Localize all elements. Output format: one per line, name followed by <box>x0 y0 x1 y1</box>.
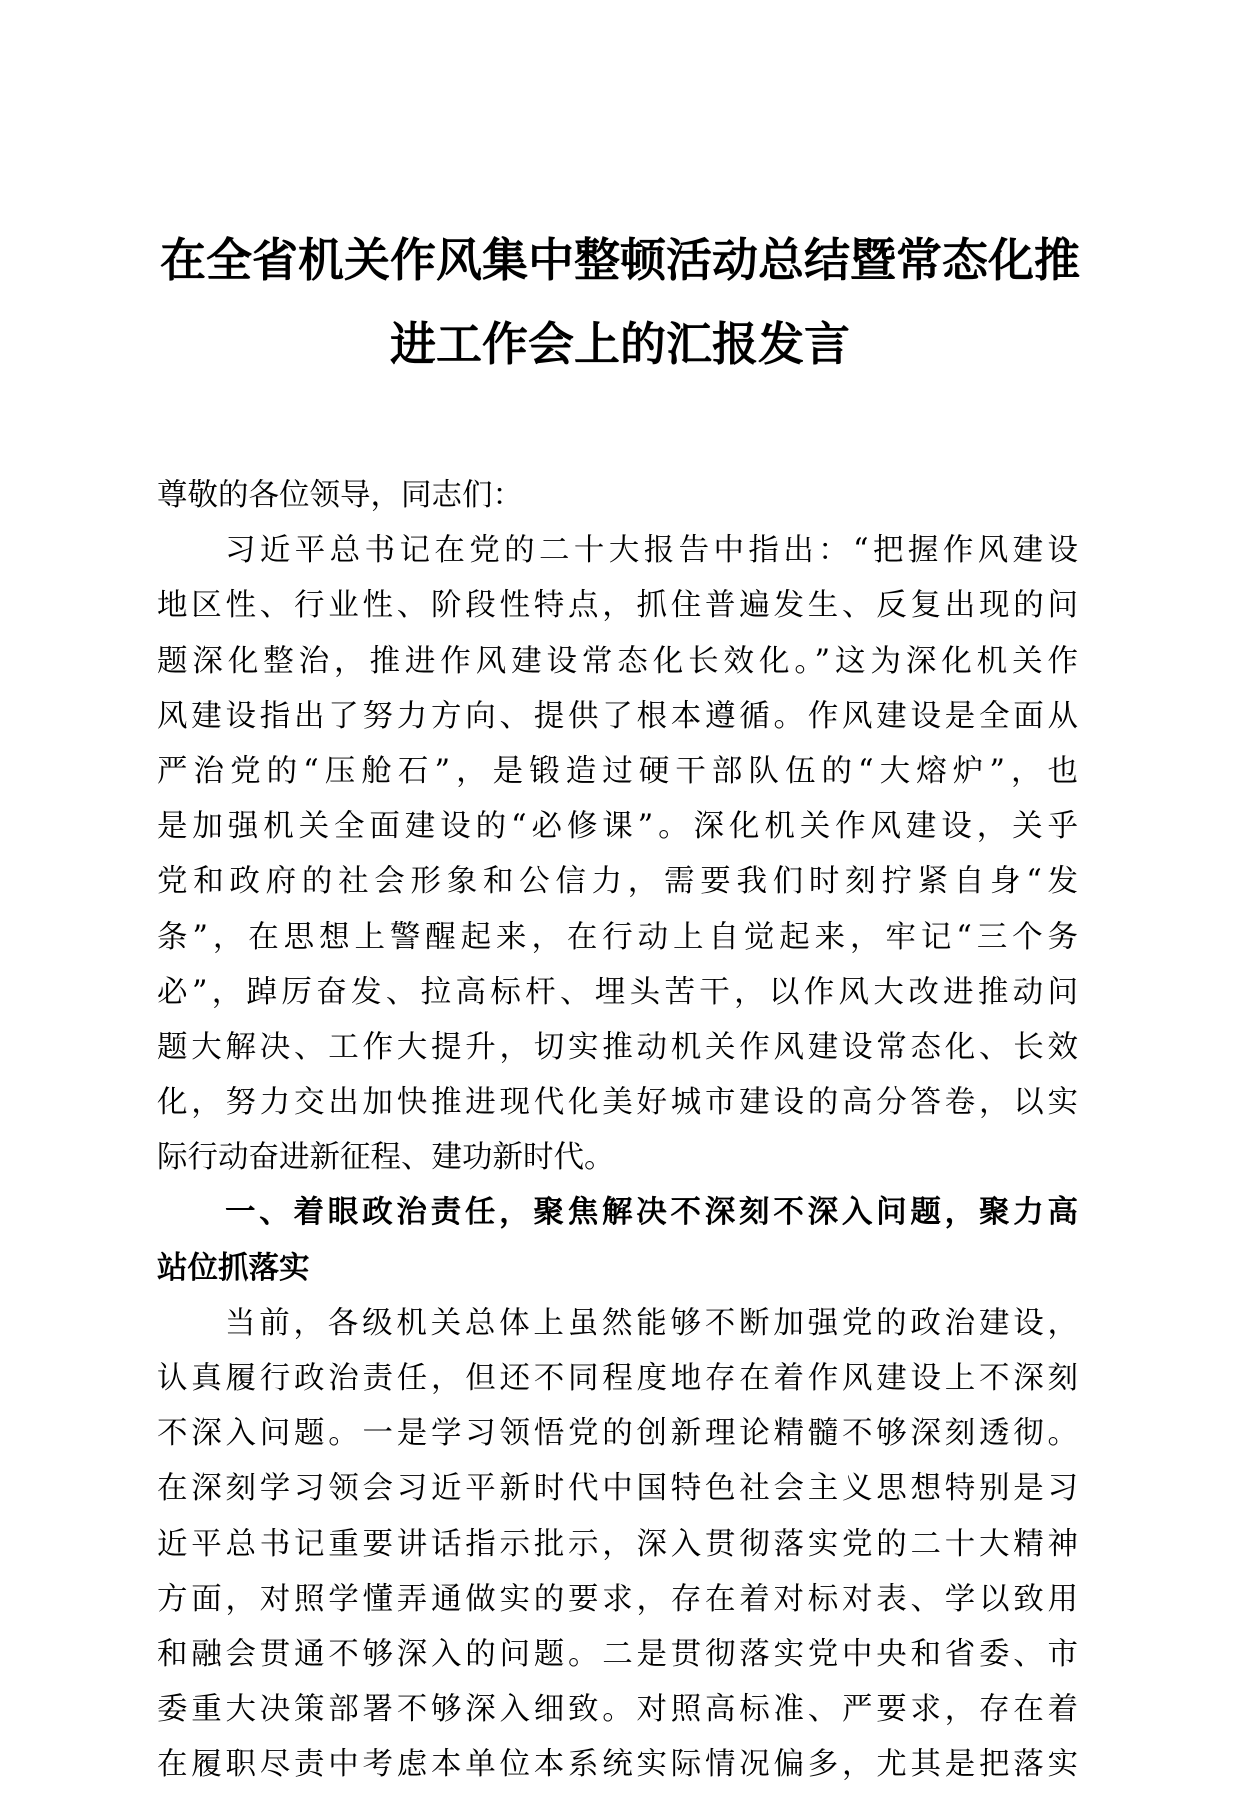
body-line: 地区性、行业性、阶段性特点，抓住普遍发生、反复出现的问 <box>157 588 1078 624</box>
body-line: 题大解决、工作大提升，切实推动机关作风建设常态化、长效 <box>157 1029 1078 1065</box>
body-line: 必”，踔厉奋发、拉高标杆、埋头苦干，以作风大改进推动问 <box>157 974 1078 1010</box>
body-line: 方面，对照学懂弄通做实的要求，存在着对标对表、学以致用 <box>157 1581 1078 1617</box>
body-line: 认真履行政治责任，但还不同程度地存在着作风建设上不深刻 <box>157 1361 1078 1396</box>
section-heading-line: 一、着眼政治责任，聚焦解决不深刻不深入问题，聚力高 <box>225 1195 1078 1231</box>
document-body <box>157 468 1078 1793</box>
body-line: 严治党的“压舱石”，是锻造过硬干部队伍的“大熔炉”，也 <box>157 753 1078 789</box>
body-line: 是加强机关全面建设的“必修课”。深化机关作风建设，关乎 <box>157 809 1078 845</box>
body-line: 化，努力交出加快推进现代化美好城市建设的高分答卷，以实 <box>157 1085 1078 1121</box>
title-line-1: 在全省机关作风集中整顿活动总结暨常态化推 <box>160 233 1080 287</box>
document-title <box>140 218 1100 386</box>
body-line: 不深入问题。一是学习领悟党的创新理论精髓不够深刻透彻。 <box>157 1416 1078 1452</box>
body-line: 党和政府的社会形象和公信力，需要我们时刻拧紧自身“发 <box>157 864 1078 900</box>
body-line: 风建设指出了努力方向、提供了根本遵循。作风建设是全面从 <box>157 698 1078 734</box>
body-line: 近平总书记重要讲话指示批示，深入贯彻落实党的二十大精神 <box>157 1526 1078 1562</box>
body-line: 在深刻学习领会习近平新时代中国特色社会主义思想特别是习 <box>157 1471 1078 1507</box>
body-line: 委重大决策部署不够深入细致。对照高标准、严要求，存在着 <box>157 1692 1078 1728</box>
body-line: 际行动奋进新征程、建功新时代。 <box>157 1140 615 1176</box>
body-line: 题深化整治，推进作风建设常态化长效化。”这为深化机关作 <box>157 643 1078 679</box>
body-line: 习近平总书记在党的二十大报告中指出：“把握作风建设 <box>225 533 1078 569</box>
salutation: 尊敬的各位领导，同志们： <box>157 478 523 513</box>
body-line: 在履职尽责中考虑本单位本系统实际情况偏多，尤其是把落实 <box>157 1747 1078 1783</box>
body-line: 当前，各级机关总体上虽然能够不断加强党的政治建设， <box>225 1305 1078 1341</box>
section-heading-line: 站位抓落实 <box>157 1250 310 1286</box>
title-line-2: 进工作会上的汇报发言 <box>390 317 850 371</box>
body-line: 条”，在思想上警醒起来，在行动上自觉起来，牢记“三个务 <box>157 919 1078 955</box>
body-line: 和融会贯通不够深入的问题。二是贯彻落实党中央和省委、市 <box>157 1636 1078 1672</box>
